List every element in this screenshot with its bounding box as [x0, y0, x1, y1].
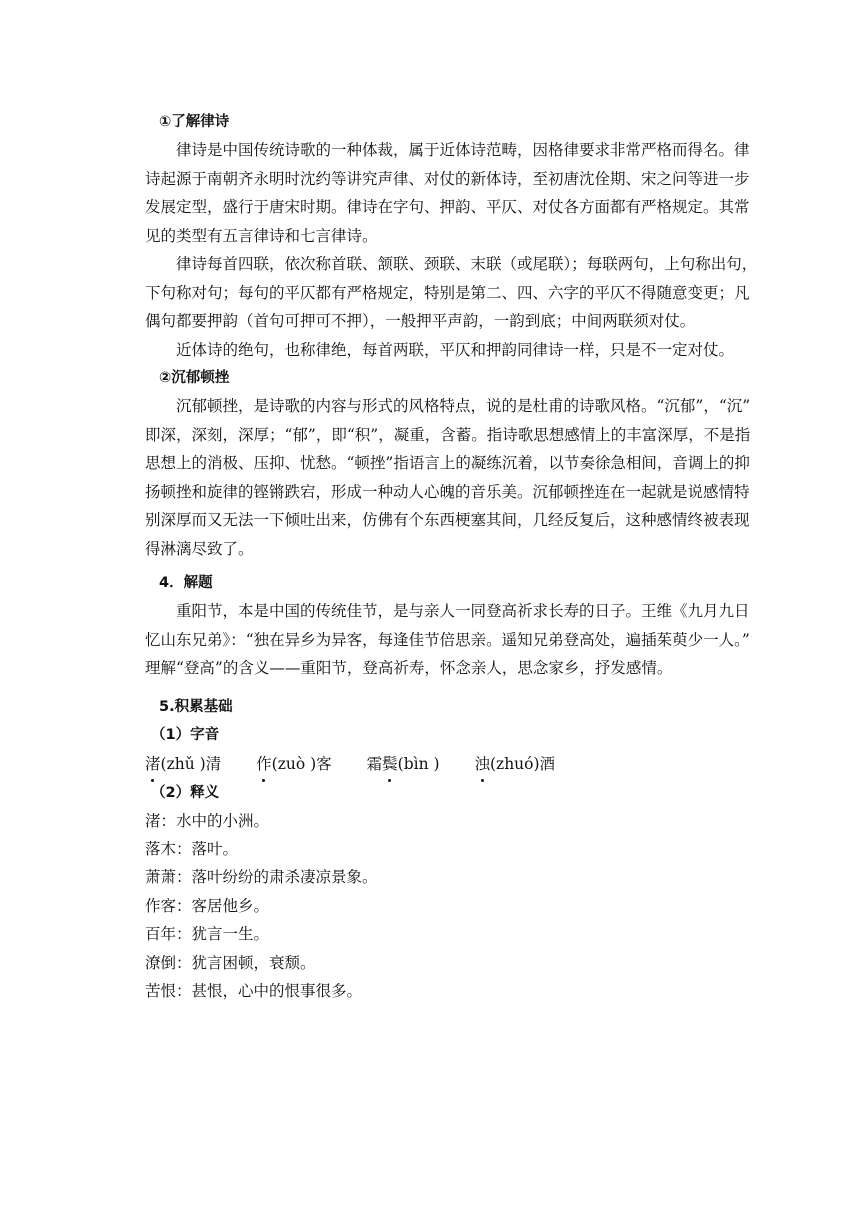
text-line: 扬顿挫和旋律的铿锵跌宕，形成一种动人心魄的音乐美。沉郁顿挫连在一起就是说感情特: [145, 482, 750, 501]
text-line: 忆山东兄弟》：“独在异乡为异客，每逢佳节倍思亲。遥知兄弟登高处，遍插茱萸少一人。”: [145, 630, 750, 649]
paragraph-regulated-verse-intro: [145, 136, 750, 250]
section-heading-accumulate-basics: 5.积累基础: [159, 698, 233, 715]
paragraph-regulated-verse-rules: [145, 250, 758, 336]
emphasized-char: 浊: [474, 749, 490, 779]
text-line: 得淋漓尽致了。: [145, 539, 254, 558]
emphasized-char: 渚: [145, 749, 161, 779]
pronunciation-item: [367, 749, 440, 779]
section-heading-understand-regulated-verse: ①了解律诗: [159, 114, 230, 130]
text-line: 偶句都要押韵（首句可押可不押），一般押平声韵，一韵到底；中间两联须对仗。: [145, 312, 696, 330]
pinyin: (bìn ): [397, 754, 440, 773]
definition-item: 萧萧：落叶纷纷的肃杀凄凉景象。: [145, 868, 378, 887]
text-line: 思想上的消极、压抑、忧愁。“顿挫”指语言上的凝练沉着，以节奏徐急相间，音调上的抑: [145, 454, 750, 472]
document-page: [145, 108, 758, 1005]
text-line: 见的类型有五言律诗和七言律诗。: [145, 226, 378, 245]
text-line: 理解“登高”的含义——重阳节，登高祈寿，怀念亲人，思念家乡，抒发感情。: [145, 659, 673, 677]
char-rest: 酒: [539, 754, 556, 773]
paragraph-quatrain: [145, 336, 735, 365]
definition-item: 百年：犹言一生。: [145, 925, 270, 944]
subheading-definitions: （2）释义: [151, 784, 220, 801]
emphasized-char: 鬓: [382, 749, 398, 779]
definition-item: 落木：落叶。: [145, 839, 239, 858]
char-rest: 客: [316, 754, 332, 773]
definition-item: 苦恨：甚恨，心中的恨事很多。: [145, 981, 363, 1000]
text-line: 别深厚而又无法一下倾吐出来，仿佛有个东西梗塞其间，几经反复后，这种感情终被表现: [145, 511, 750, 529]
text-line: 近体诗的绝句，也称律绝，每首两联，平仄和押韵同律诗一样，只是不一定对仗。: [176, 340, 735, 359]
subheading-pronunciation: （1）字音: [151, 726, 220, 743]
pronunciation-list: [145, 749, 722, 779]
text-line: 下句称对句；每句的平仄都有严格规定，特别是第二、四、六字的平仄不得随意变更；凡: [145, 283, 750, 302]
text-line: 律诗是中国传统诗歌的一种体裁，属于近体诗范畴，因格律要求非常严格而得名。律: [176, 141, 750, 159]
definition-item: 渚：水中的小洲。: [145, 811, 270, 830]
definition-item: 潦倒：犹言困顿，衰颓。: [145, 953, 316, 972]
emphasized-char: 作: [256, 749, 272, 779]
pronunciation-item: [474, 749, 555, 779]
section-heading-chenyu-dunchuo: ②沉郁顿挫: [159, 370, 230, 386]
pronunciation-item: [145, 749, 221, 779]
text-line: 重阳节，本是中国的传统佳节，是与亲人一同登高祈求长寿的日子。王维《九月九日: [176, 602, 750, 620]
paragraph-title-explanation: [145, 597, 750, 683]
char-rest: 清: [205, 754, 222, 773]
definition-item: 作客：客居他乡。: [145, 896, 270, 915]
definition-list: [145, 807, 722, 1006]
pinyin: (zhuó): [489, 754, 540, 773]
section-heading-title-explanation: 4．解题: [159, 575, 213, 591]
text-line: 即深，深刻，深厚；“郁”，即“积”，凝重，含蓄。指诗歌思想感情上的丰富深厚，不是指: [145, 425, 751, 444]
text-line: 律诗每首四联，依次称首联、颔联、颈联、末联（或尾联）；每联两句，上句称出句，: [176, 255, 758, 273]
paragraph-chenyu-dunchuo: [145, 392, 751, 563]
text-line: 发展定型，盛行于唐宋时期。律诗在字句、押韵、平仄、对仗各方面都有严格规定。其常: [145, 198, 750, 216]
pinyin: (zuò ): [271, 754, 317, 773]
pinyin: (zhǔ ): [160, 754, 206, 773]
text-line: 诗起源于南朝齐永明时沈约等讲究声律、对仗的新体诗，至初唐沈佺期、宋之问等进一步: [145, 169, 750, 188]
char-prefix: 霜: [366, 754, 383, 773]
pronunciation-item: [256, 749, 332, 779]
text-line: 沉郁顿挫，是诗歌的内容与形式的风格特点，说的是杜甫的诗歌风格。“沉郁”，“沉”: [176, 397, 751, 415]
